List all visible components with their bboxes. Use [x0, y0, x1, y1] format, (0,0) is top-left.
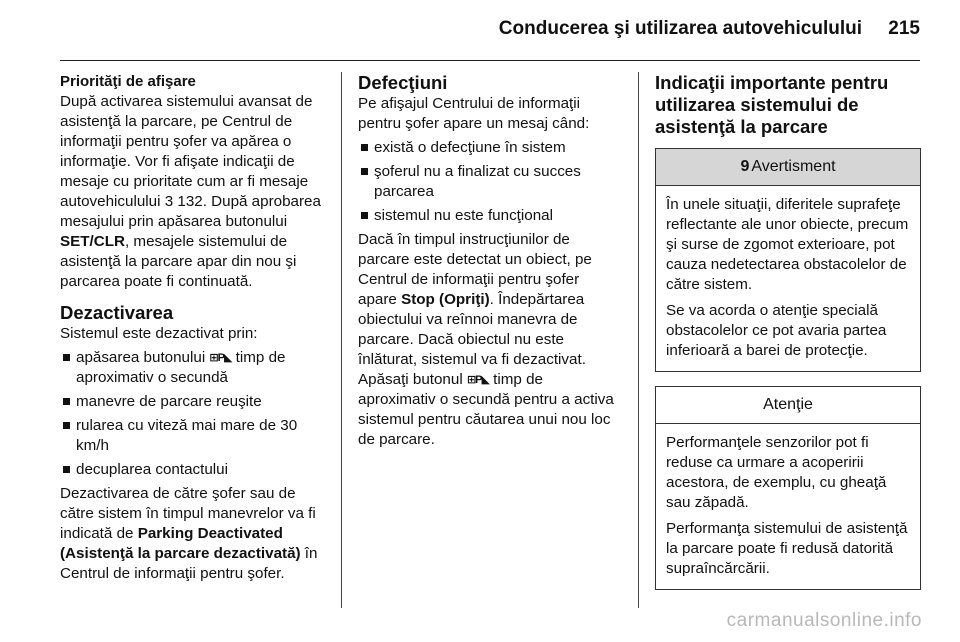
list-item: rularea cu viteză mai mare de 30 km/h	[60, 416, 326, 456]
watermark: carmanualsonline.info	[726, 610, 922, 631]
warning-text: Se va acorda o atenţie specială obstacolelor ce pot avaria partea inferioară a barei de protecţie.	[666, 302, 887, 359]
warning-text: În unele situaţii, diferitele suprafeţe reflectante ale unor obiecte, precum şi surse de zgomot exterioare, pot cauza nedetectarea obstacolelor de către sistem.	[666, 196, 909, 293]
caution-box	[655, 386, 921, 590]
page-reference[interactable]: 3 132	[164, 193, 203, 210]
parking-assist-icon: ⊞P◣	[209, 352, 232, 364]
header-rule	[60, 60, 920, 61]
list-item: sistemul nu este funcţional	[358, 206, 620, 226]
deactivation-intro: Sistemul este dezactivat prin:	[60, 325, 258, 342]
column-divider	[638, 72, 639, 608]
stop-message: Stop (Opriţi)	[401, 291, 490, 308]
caution-text: Performanţele senzorilor pot fi reduse ca urmare a acoperirii acestora, de exemplu, cu gheaţă sau zăpadă.	[666, 434, 887, 511]
page-number: 215	[888, 18, 920, 39]
caution-text: Performanţa sistemului de asistenţă la parcare poate fi redusă datorită supraîncărcării.	[666, 520, 908, 577]
column-divider	[341, 72, 342, 608]
column-right	[655, 72, 921, 590]
caution-box-header	[656, 387, 920, 424]
display-priority-subheading: Priorităţi de afişare	[60, 73, 196, 90]
parking-assist-icon: ⊞P◣	[466, 374, 489, 386]
important-notes-heading: Indicaţii importante pentru utilizarea sistemului de asistenţă la parcare	[655, 72, 889, 137]
warning-title: Avertisment	[751, 158, 836, 175]
list-item: apăsarea butonului ⊞P◣ timp de aproximativ o secundă	[60, 348, 326, 388]
faults-list	[358, 138, 620, 226]
page-header	[0, 0, 960, 60]
faults-paragraph: Dacă în timpul instrucţiunilor de parcare este detectat un obiect, pe Centrul de informaţii pentru şofer apare Stop (Opriţi). Îndepărtarea obiectului va reînnoi manevra de parcare. Dacă obiectul nu este înlăturat, sistemul va fi dezactivat. Apăsaţi butonul ⊞P◣ timp de aproximativ o secundă pentru a activa sistemul pentru căutarea unui nou loc de parcare.	[358, 231, 614, 448]
deactivation-paragraph: Dezactivarea de către şofer sau de către sistem în timpul manevrelor va fi indicată de Parking Deactivated (Asistenţă la parcare dezactivată) în Centrul de informaţii pentru şofer.	[60, 485, 318, 582]
parking-deactivated-message: Parking Deactivated (Asistenţă la parcare dezactivată)	[60, 525, 301, 562]
warning-box-header	[656, 149, 920, 186]
warning-icon: 9	[740, 158, 750, 175]
warning-box-body	[656, 186, 920, 371]
deactivation-heading: Dezactivarea	[60, 302, 174, 323]
list-item: manevre de parcare reuşite	[60, 392, 326, 412]
warning-box	[655, 148, 921, 372]
deactivation-list	[60, 348, 326, 480]
caution-title: Atenţie	[763, 396, 813, 413]
display-priority-paragraph: După activarea sistemului avansat de asistenţă la parcare, pe Centrul de informaţii pentru şofer va apărea o informaţie. Vor fi afişate indicaţii de mesaje cu prioritate cum ar fi mesaje autovehiculului 3 132. După aprobarea mesajului prin apăsarea butonului SET/CLR, mesajele sistemului de asistenţă la parcare apar din nou şi parcarea poate fi continuată.	[60, 93, 321, 290]
set-clr-button-label: SET/CLR	[60, 233, 125, 250]
column-left	[60, 72, 326, 584]
list-item: şoferul nu a finalizat cu succes parcarea	[358, 162, 620, 202]
column-middle	[358, 72, 620, 450]
running-title: Conducerea şi utilizarea autovehiculului	[498, 18, 862, 39]
faults-heading: Defecţiuni	[358, 72, 448, 93]
caution-box-body	[656, 424, 920, 589]
list-item: decuplarea contactului	[60, 460, 326, 480]
faults-intro: Pe afişajul Centrului de informaţii pentru şofer apare un mesaj când:	[358, 95, 590, 132]
list-item: există o defecţiune în sistem	[358, 138, 620, 158]
